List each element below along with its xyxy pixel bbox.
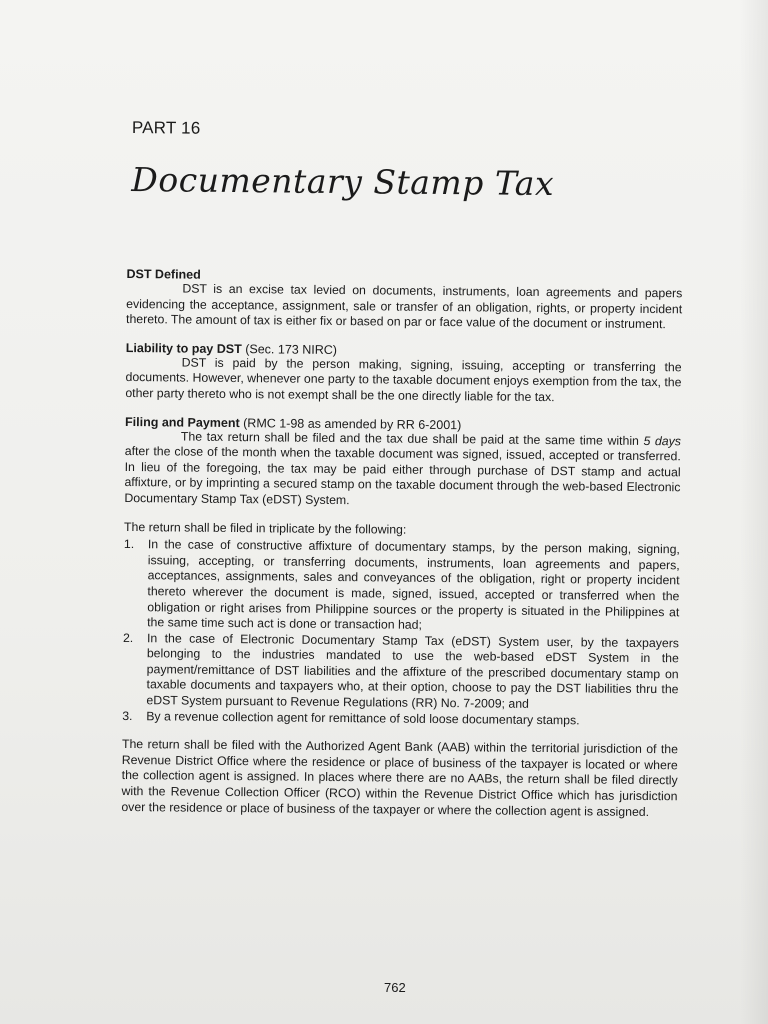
list-item-text: In the case of constructive affixture of documentary stamps, by the person making, signing, issuing, accepting, or transferring documents, instruments, loan agreements and papers, acceptances, assignments, sales and conveyances of the obligation, right or property incident thereto wherever the document is made, signed, issued, accepted or transferred when the obligation or right arises from Philippine sources or the property is situated in the Philippines at the same time such act is done or transaction had;	[147, 537, 680, 632]
section-body: DST is an excise tax levied on documents, instruments, loan agreements and papers evidencing the acceptance, assignment, sale or transfer of an obligation, rights, or property incident thereto. The amount of tax is either fix or based on par or face value of the document or instrument.	[126, 281, 683, 332]
section-triplicate	[122, 520, 680, 730]
body-text: after the close of the month when the taxable document was signed, issued, accepted or transferred. In lieu of the foregoing, the tax may be paid either through purchase of DST stamp and actual affixture, or by imprinting a secured stamp on the taxable document through the web-based Electronic Documentary Stamp Tax (eDST) System.	[124, 444, 681, 508]
page-content	[121, 118, 684, 834]
list-item-number: 1.	[123, 537, 135, 552]
list-item-text: In the case of Electronic Documentary Stamp Tax (eDST) System user, by the taxpayers belonging to the industries mandated to use the web-based eDST System in the payment/remittance of DST liabilities and the affixture of the prescribed documentary stamp on taxable documents and taxpayers who, at their option, choose to pay the DST liabilities thru the eDST System pursuant to Revenue Regulations (RR) No. 7-2009; and	[146, 630, 680, 711]
emphasized-text: 5 days	[643, 433, 681, 448]
section-reference: (Sec. 173 NIRC)	[245, 341, 338, 357]
page-number: 762	[384, 980, 406, 995]
section-body	[124, 429, 681, 512]
list-item-number: 3.	[122, 708, 133, 723]
section-reference: (RMC 1-98 as amended by RR 6-2001)	[243, 415, 462, 432]
section-aab	[121, 737, 678, 820]
section-filing	[124, 415, 681, 512]
list-item-text: By a revenue collection agent for remittance of sold loose documentary stamps.	[146, 708, 580, 728]
numbered-list	[122, 537, 680, 729]
section-body: The return shall be filed with the Authorized Agent Bank (AAB) within the territorial jurisdiction of the Revenue District Office where the residence or place of business of the taxpayer is located or where the collection agent is assigned. In places where there are no AABs, the return shall be filed directly with the Revenue Collection Officer (RCO) within the Revenue District Office which has jurisdiction over the residence or place of business of the taxpayer or where the collection agent is assigned.	[121, 737, 679, 819]
list-intro: The return shall be filed in triplicate by the following:	[124, 519, 407, 537]
section-body: DST is paid by the person making, signing, issuing, accepting or transferring the documents. However, whenever one party to the taxable document enjoys exemption from the tax, the other party thereto who is not exempt shall be the one directly liable for the tax.	[125, 355, 682, 405]
part-label: PART 16	[131, 118, 201, 138]
list-item-number: 2.	[122, 630, 134, 645]
section-heading: DST Defined	[126, 266, 201, 282]
page-title: Documentary Stamp Tax	[131, 160, 555, 204]
list-item	[123, 537, 680, 636]
body-text: The tax return shall be filed and the tax due shall be paid at the same time within	[180, 429, 639, 448]
section-dst-defined	[126, 267, 683, 333]
section-heading-text: Liability to pay DST	[125, 340, 242, 356]
section-heading-text: Filing and Payment	[125, 414, 240, 430]
list-item	[122, 631, 679, 714]
section-liability	[125, 341, 682, 407]
